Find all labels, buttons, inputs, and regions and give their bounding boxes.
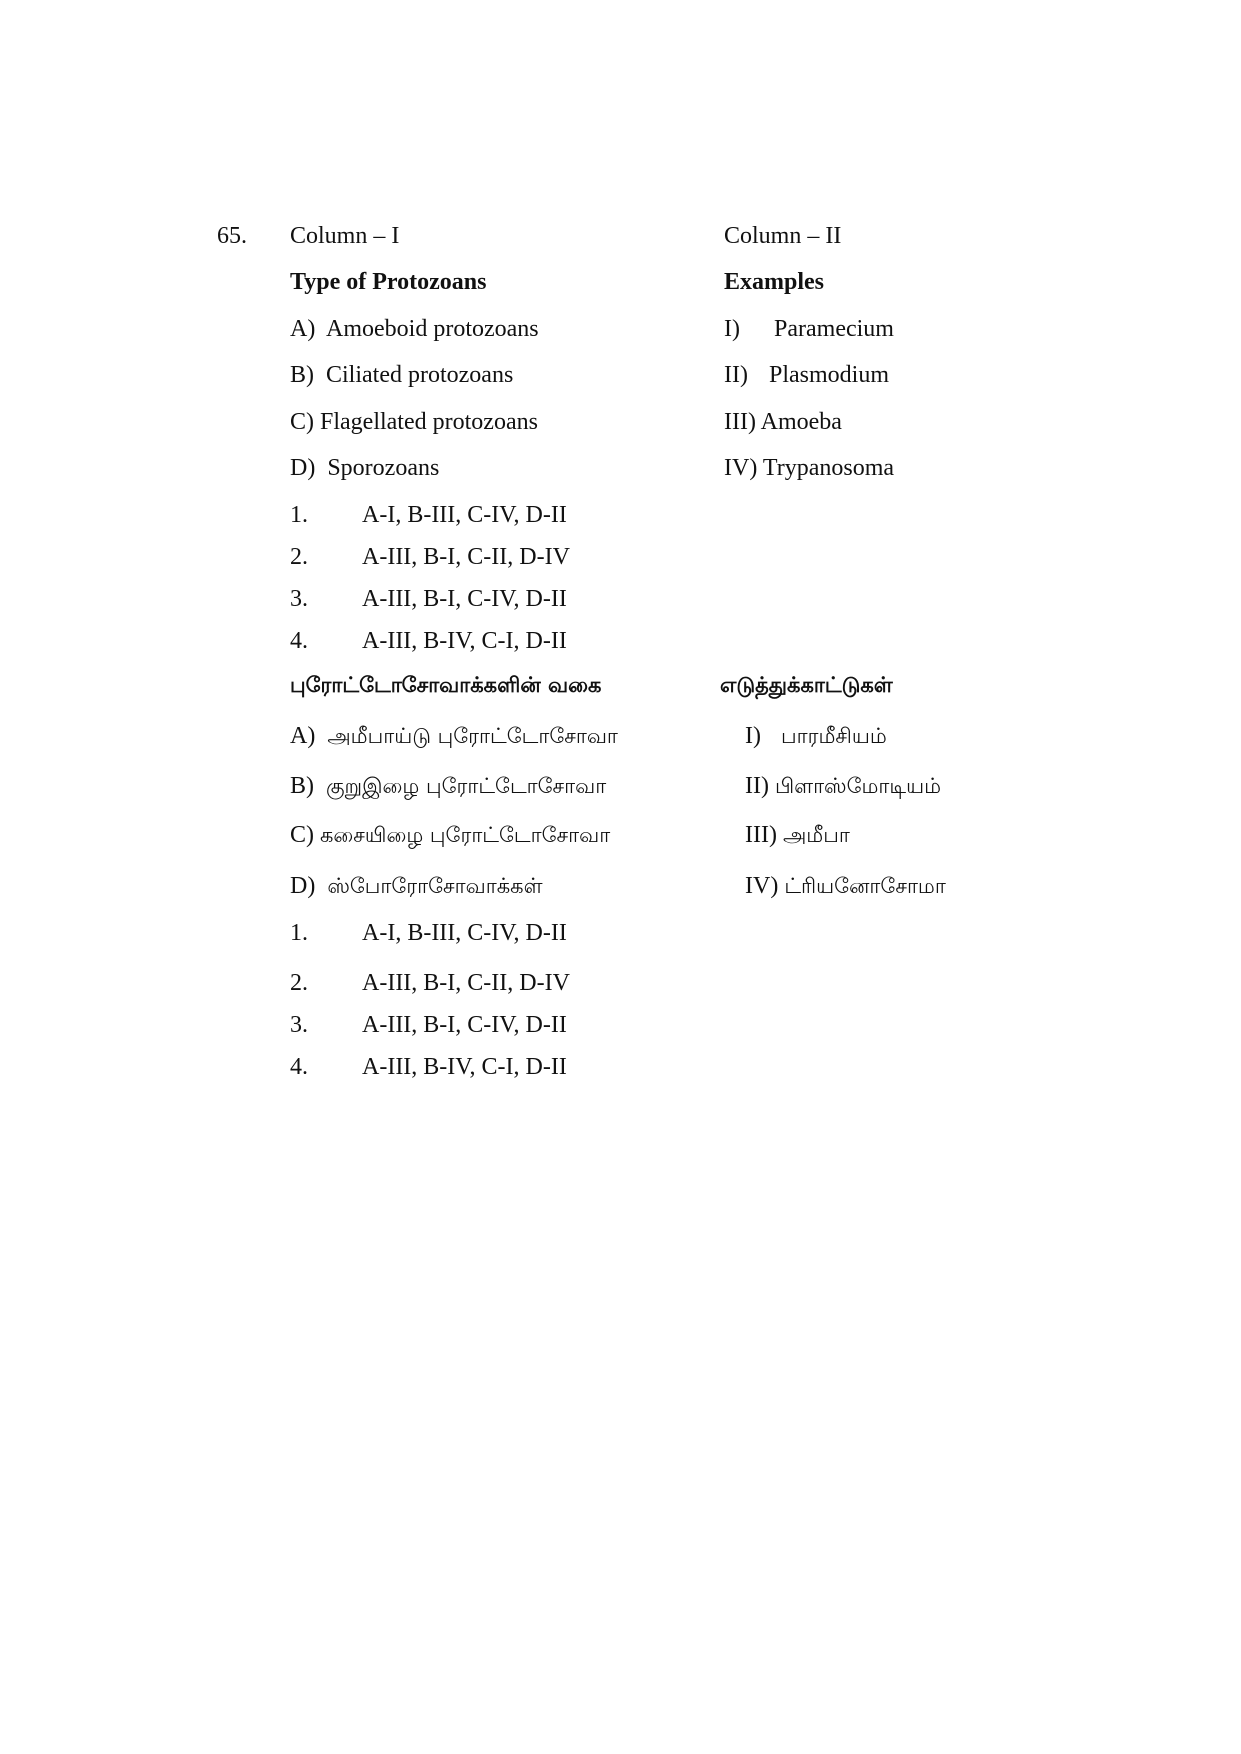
tamil-column-1-item: A) அமீபாய்டு புரோட்டோசோவா xyxy=(290,723,618,749)
column-2-heading: Examples xyxy=(724,269,825,295)
answer-option-1[interactable]: 1. A-I, B-III, C-IV, D-II xyxy=(290,502,567,528)
answer-option-4[interactable]: 4. A-III, B-IV, C-I, D-II xyxy=(290,628,567,654)
column-1-title: Column – I xyxy=(290,223,400,249)
tamil-answer-option-3[interactable]: 3. A-III, B-I, C-IV, D-II xyxy=(290,1012,567,1038)
tamil-column-2-item: I) பாரமீசியம் xyxy=(745,723,887,749)
column-2-title: Column – II xyxy=(724,223,842,249)
column-1-heading: Type of Protozoans xyxy=(290,269,487,295)
tamil-column-1-item: C) கசையிழை புரோட்டோசோவா xyxy=(290,822,611,848)
tamil-column-1-item: B) குறுஇழை புரோட்டோசோவா xyxy=(290,773,607,799)
column-1-item: D) Sporozoans xyxy=(290,455,440,481)
tamil-column-2-heading: எடுத்துக்காட்டுகள் xyxy=(720,673,893,697)
tamil-answer-option-4[interactable]: 4. A-III, B-IV, C-I, D-II xyxy=(290,1054,567,1080)
column-1-item: B) Ciliated protozoans xyxy=(290,362,514,388)
tamil-column-2-item: IV) ட்ரியனோசோமா xyxy=(745,873,946,899)
answer-option-2[interactable]: 2. A-III, B-I, C-II, D-IV xyxy=(290,544,570,570)
column-2-item: I) Paramecium xyxy=(724,316,894,342)
tamil-column-2-item: III) அமீபா xyxy=(745,822,850,848)
tamil-column-2-item: II) பிளாஸ்மோடியம் xyxy=(745,773,942,799)
column-2-item: III) Amoeba xyxy=(724,409,842,435)
column-1-item: A) Amoeboid protozoans xyxy=(290,316,539,342)
column-2-item: IV) Trypanosoma xyxy=(724,455,895,481)
column-1-item: C) Flagellated protozoans xyxy=(290,409,538,435)
tamil-answer-option-2[interactable]: 2. A-III, B-I, C-II, D-IV xyxy=(290,970,570,996)
tamil-answer-option-1[interactable]: 1. A-I, B-III, C-IV, D-II xyxy=(290,920,567,946)
tamil-column-1-heading: புரோட்டோசோவாக்களின் வகை xyxy=(290,673,602,697)
tamil-column-1-item: D) ஸ்போரோசோவாக்கள் xyxy=(290,873,543,899)
column-2-item: II) Plasmodium xyxy=(724,362,890,388)
question-number: 65. xyxy=(217,223,247,249)
answer-option-3[interactable]: 3. A-III, B-I, C-IV, D-II xyxy=(290,586,567,612)
